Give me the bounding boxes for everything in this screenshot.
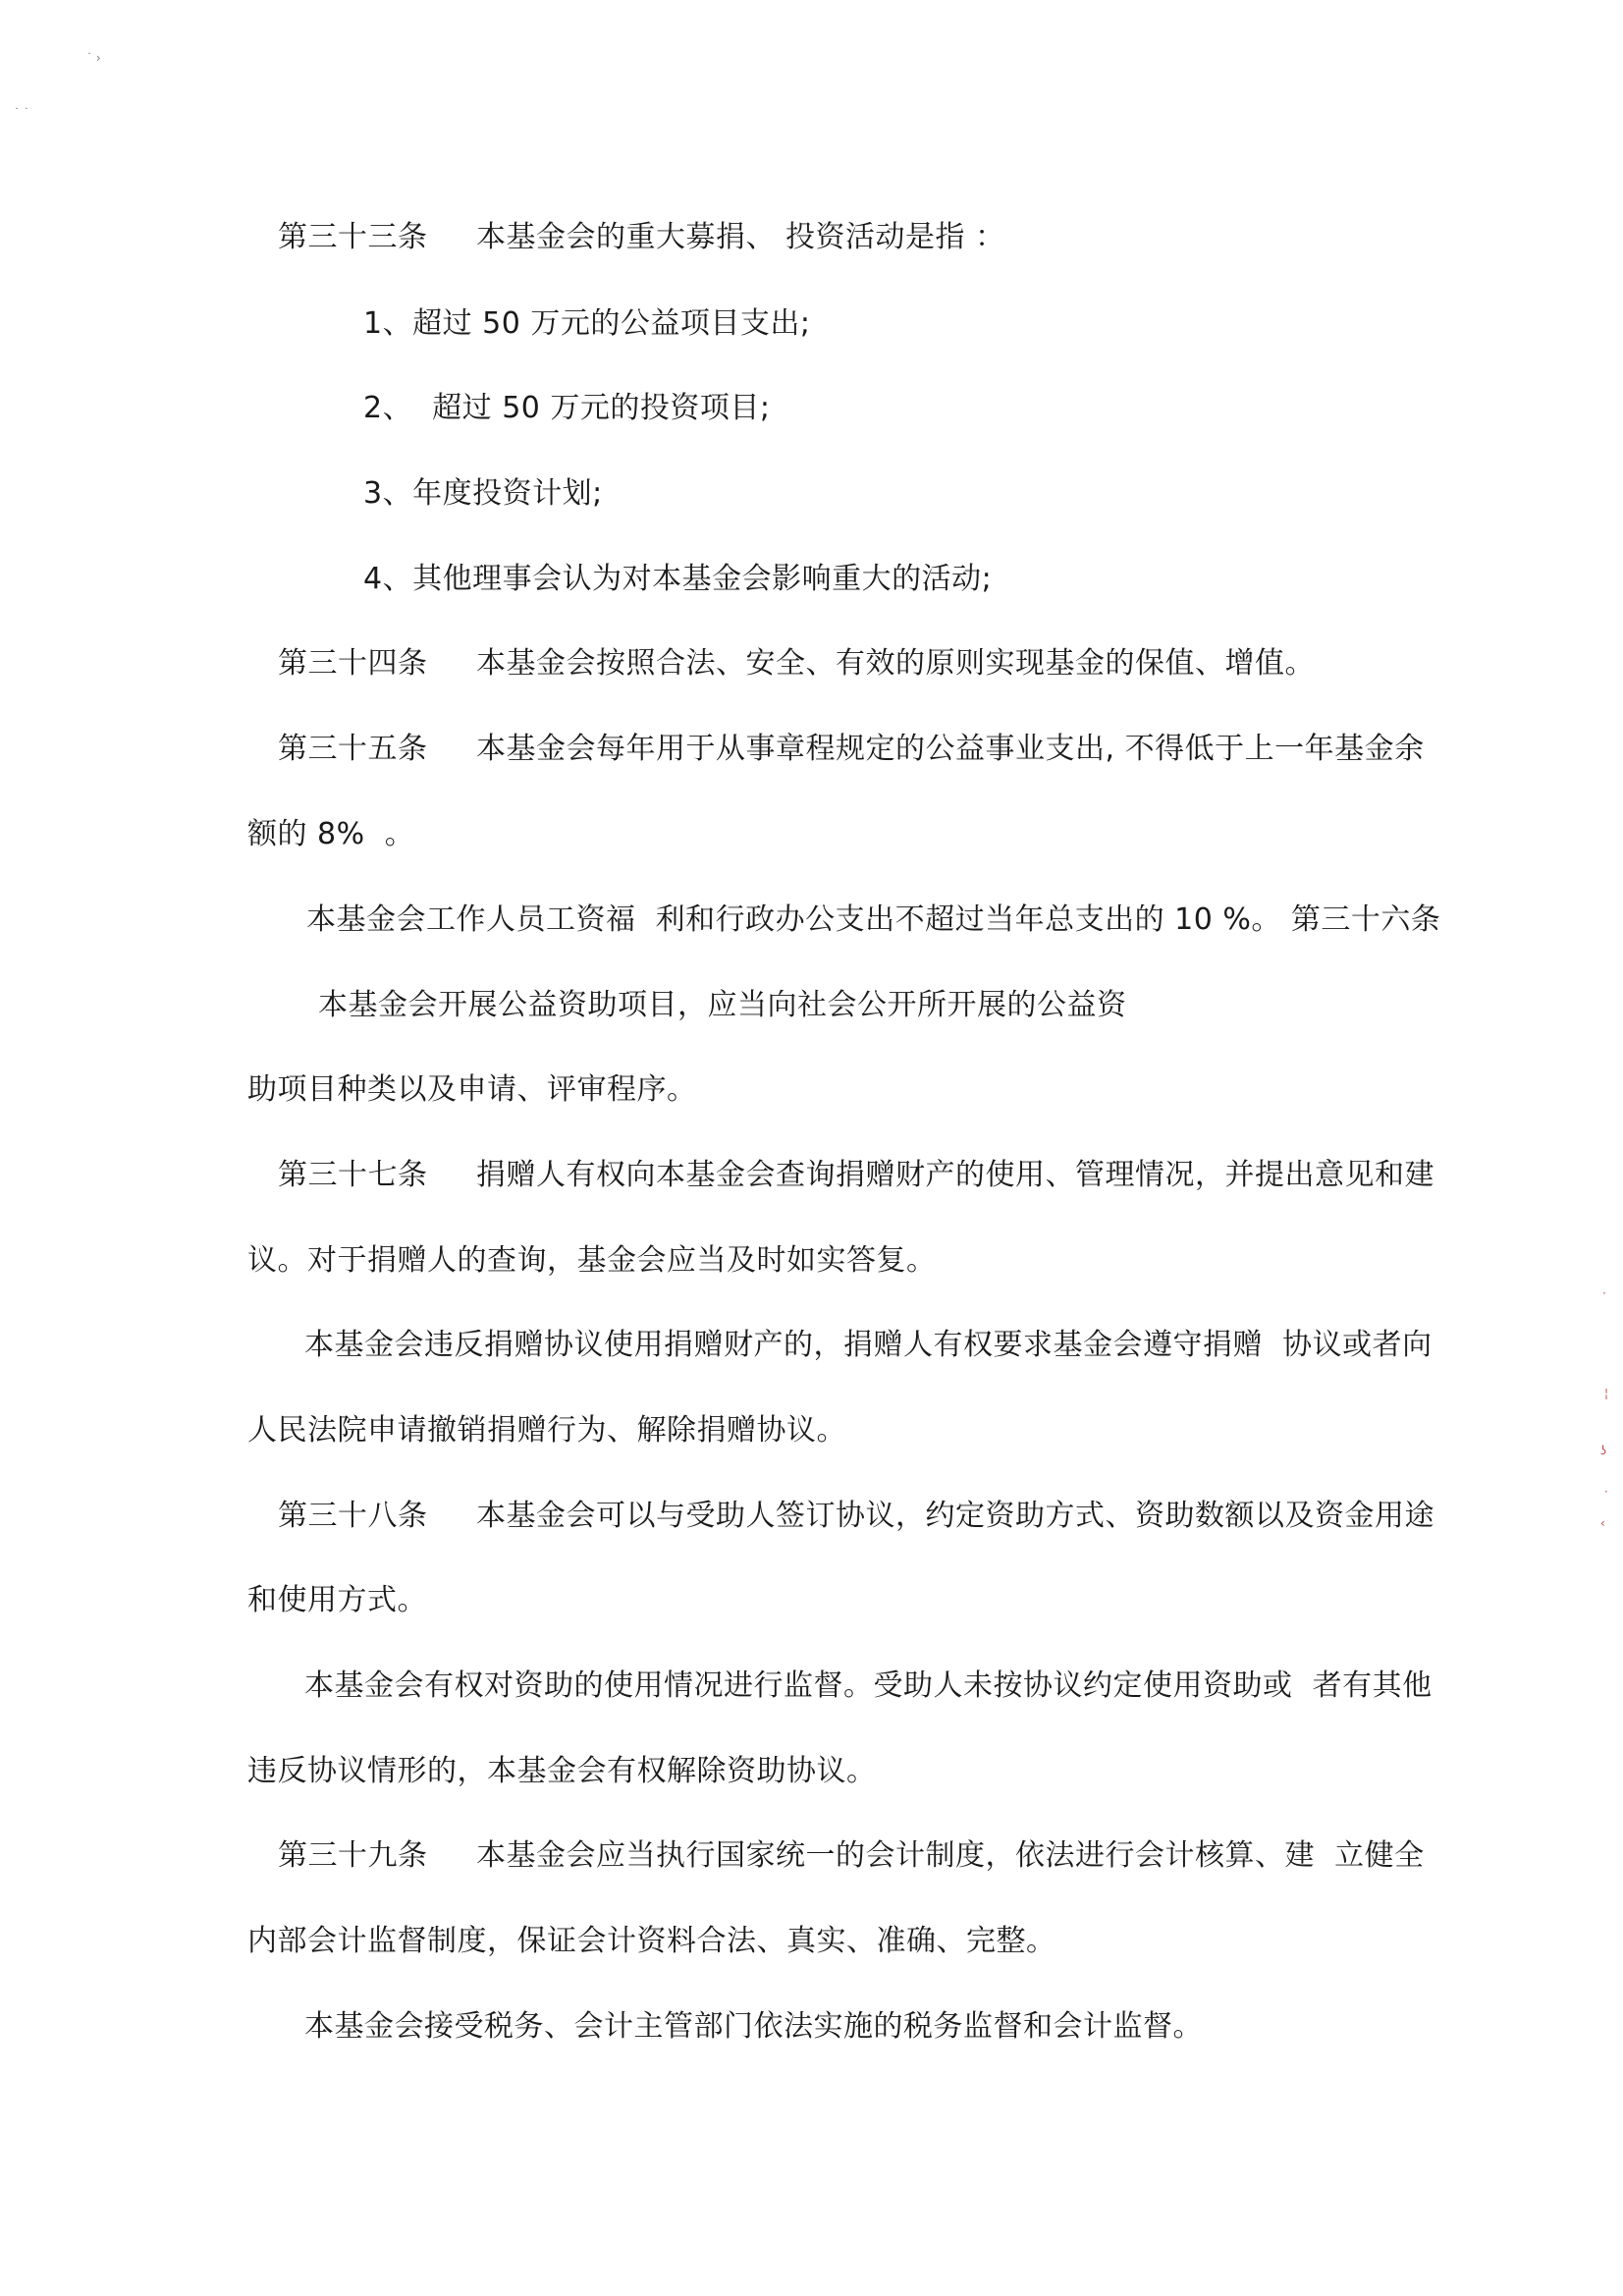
article-35-continuation: 额的 8% 。 xyxy=(247,817,415,851)
article-38-continuation: 和使用方式。 xyxy=(247,1583,427,1617)
article-38-paragraph-2: 本基金会有权对资助的使用情况进行监督。受助人未按协议约定使用资助或 者有其他 xyxy=(304,1668,1433,1703)
article-text: 本基金会的重大募捐、 投资活动是指 ： xyxy=(476,220,1005,254)
article-36: 本基金会开展公益资助项目，应当向社会公开所开展的公益资 xyxy=(318,988,1127,1022)
article-number: 第三十九条 xyxy=(278,1838,428,1873)
scan-speck: ˙ ˙ xyxy=(14,106,29,120)
article-number: 第三十三条 xyxy=(278,220,428,254)
scan-speck-red: ʖ xyxy=(1600,1444,1607,1457)
article-34 xyxy=(278,644,1315,683)
article-33-item-1: 1、超过 50 万元的公益项目支出; xyxy=(363,306,811,341)
article-number: 第三十七条 xyxy=(278,1158,428,1192)
article-36-continuation: 助项目种类以及申请、评审程序。 xyxy=(247,1072,697,1107)
article-39-continuation: 内部会计监督制度，保证会计资料合法、真实、准确、完整。 xyxy=(247,1924,1056,1958)
article-text: 本基金会按照合法、安全、有效的原则实现基金的保值、增值。 xyxy=(476,646,1315,681)
article-35-paragraph-2: 本基金会工作人员工资福 利和行政办公支出不超过当年总支出的 10 %。 第三十六条 xyxy=(306,902,1441,937)
scan-speck-red: ¦ xyxy=(1604,1387,1609,1400)
article-33-heading xyxy=(278,218,1005,257)
article-37-paragraph-2-continuation: 人民法院申请撤销捐赠行为、解除捐赠协议。 xyxy=(247,1413,846,1448)
article-text: 本基金会每年用于从事章程规定的公益事业支出, 不得低于上一年基金余 xyxy=(476,732,1425,766)
article-38-paragraph-2-continuation: 违反协议情形的，本基金会有权解除资助协议。 xyxy=(247,1754,877,1788)
scan-speck-red: ‹ xyxy=(1600,1516,1605,1530)
article-text: 本基金会应当执行国家统一的会计制度，依法进行会计核算、建 立健全 xyxy=(476,1838,1425,1873)
article-text: 本基金会可以与受助人签订协议，约定资助方式、资助数额以及资金用途 xyxy=(476,1499,1434,1533)
article-33-item-3: 3、年度投资计划; xyxy=(363,476,603,511)
article-37-continuation: 议。对于捐赠人的查询，基金会应当及时如实答复。 xyxy=(247,1243,937,1278)
article-37 xyxy=(278,1156,1434,1195)
scan-speck-red: · xyxy=(1602,1286,1606,1300)
scan-speck: ˙ › xyxy=(86,51,101,65)
article-38 xyxy=(278,1497,1434,1536)
article-number: 第三十五条 xyxy=(278,732,428,766)
article-33-item-2: 2、 超过 50 万元的投资项目; xyxy=(363,391,771,425)
article-number: 第三十八条 xyxy=(278,1499,428,1533)
article-35 xyxy=(278,730,1425,769)
article-number: 第三十四条 xyxy=(278,646,428,681)
article-text: 捐赠人有权向本基金会查询捐赠财产的使用、管理情况，并提出意见和建 xyxy=(476,1158,1434,1192)
article-33-item-4: 4、其他理事会认为对本基金会影响重大的活动; xyxy=(363,562,993,596)
article-39-paragraph-2: 本基金会接受税务、会计主管部门依法实施的税务监督和会计监督。 xyxy=(304,2009,1203,2044)
article-39 xyxy=(278,1836,1425,1876)
article-37-paragraph-2: 本基金会违反捐赠协议使用捐赠财产的，捐赠人有权要求基金会遵守捐赠 协议或者向 xyxy=(304,1328,1433,1362)
scan-speck-red: · xyxy=(1604,1485,1608,1499)
